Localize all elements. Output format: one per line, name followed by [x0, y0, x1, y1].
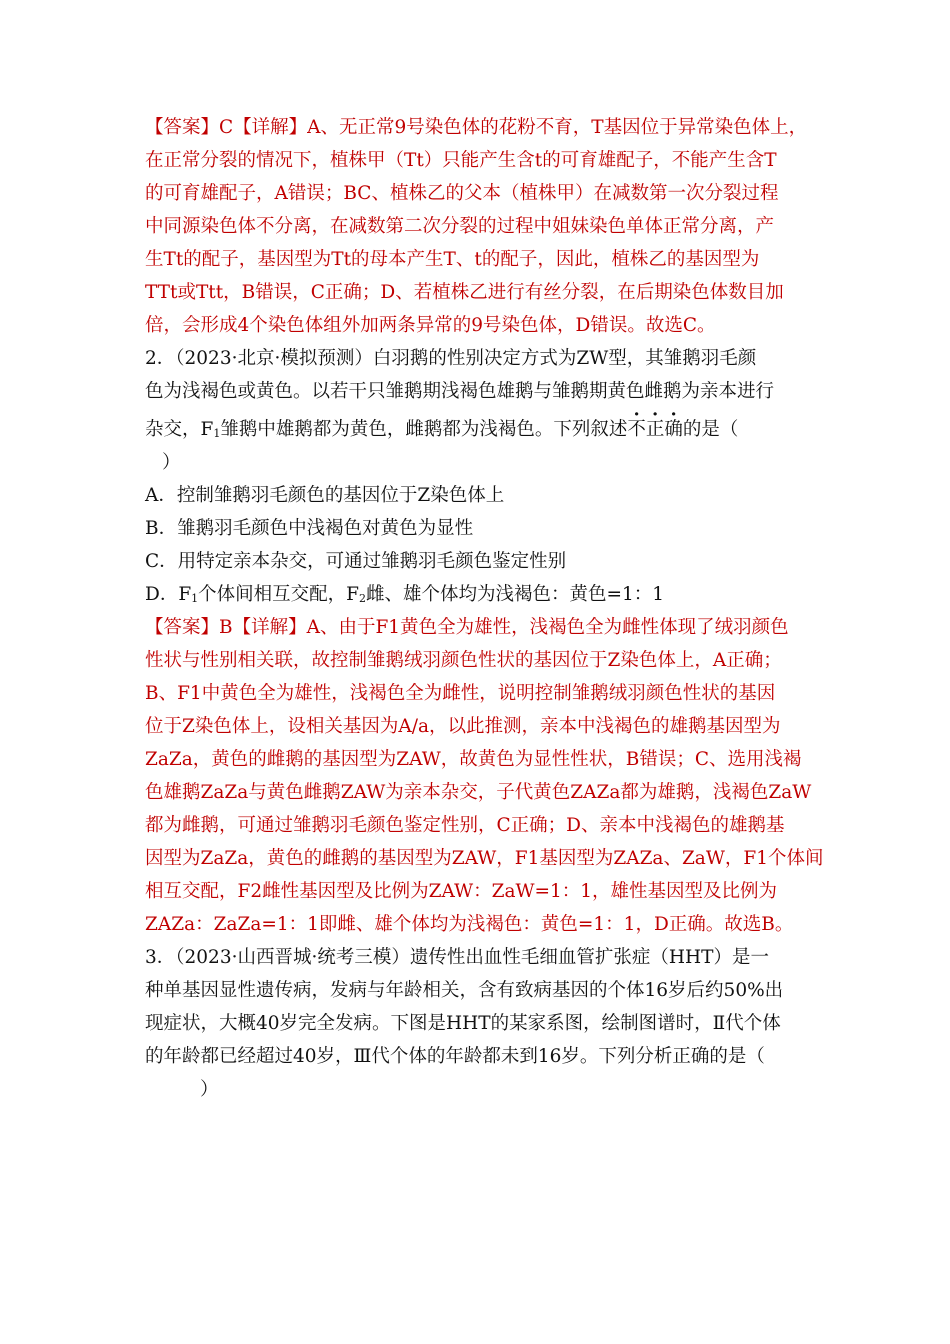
q2-option-a: A．控制雏鹅羽毛颜色的基因位于Z染色体上: [145, 485, 505, 506]
q2-answer-line: B、F1中黄色全为雄性，浅褐色全为雌性，说明控制雏鹅绒羽颜色性状的基因: [145, 683, 776, 704]
q1-answer-line: 生Tt的配子，基因型为Tt的母本产生T、t的配子，因此，植株乙的基因型为: [145, 249, 760, 270]
q3-stem-line: 现症状，大概40岁完全发病。下图是HHT的某家系图，绘制图谱时，Ⅱ代个体: [145, 1013, 781, 1034]
subscript: 2: [359, 592, 367, 605]
q1-answer-line: 中同源染色体不分离，在减数第二次分裂的过程中姐妹染色单体正常分离，产: [145, 216, 775, 237]
q2-stem-text: 雏鹅中雄鹅都为黄色，雌鹅都为浅褐色。下列叙述: [220, 419, 628, 440]
q1-answer-line: 倍，会形成4个染色体组外加两条异常的9号染色体，D错误。故选C。: [145, 315, 716, 336]
q2-answer-line: ZaZa，黄色的雌鹅的基因型为ZAW，故黄色为显性性状，B错误；C、选用浅褐: [145, 749, 802, 770]
q2-stem-close: ）: [162, 452, 181, 473]
q1-answer-line: TTt或Ttt，B错误，C正确；D、若植株乙进行有丝分裂，在后期染色体数目加: [145, 282, 784, 303]
q2-stem-text: 的是（: [682, 419, 739, 440]
q2-answer-line: 相互交配，F2雌性基因型及比例为ZAW：ZaW=1：1，雄性基因型及比例为: [145, 881, 778, 902]
q2-answer-line: 性状与性别相关联，故控制雏鹅绒羽颜色性状的基因位于Z染色体上，A正确；: [145, 650, 782, 671]
q1-answer-line: 【答案】C【详解】A、无正常9号染色体的花粉不育，T基因位于异常染色体上，: [145, 117, 808, 138]
q2-answer-line: 【答案】B【详解】A、由于F1黄色全为雄性，浅褐色全为雌性体现了绒羽颜色: [145, 617, 789, 638]
q3-stem-line: 种单基因显性遗传病，发病与年龄相关，含有致病基因的个体16岁后约50%出: [145, 980, 784, 1001]
q2-answer-line: 位于Z染色体上，设相关基因为A/a，以此推测，亲本中浅褐色的雄鹅基因型为: [145, 716, 781, 737]
q2-option-d-text: D．F: [145, 584, 192, 605]
q3-stem-line: 3．（2023·山西晋城·统考三模）遗传性出血性毛细血管扩张症（HHT）是一: [145, 947, 769, 968]
q2-option-d-text: 雌、雄个体均为浅褐色：黄色=1：1: [366, 584, 665, 605]
q2-stem-line: 色为浅褐色或黄色。以若干只雏鹅期浅褐色雄鹅与雏鹅期黄色雌鹅为亲本进行: [145, 381, 775, 402]
q1-answer-line: 在正常分裂的情况下，植株甲（Tt）只能产生含t的可育雄配子，不能产生含T: [145, 150, 777, 171]
q2-option-d: [145, 583, 664, 607]
emphasis-char: 正: [645, 419, 665, 440]
q3-stem-line: 的年龄都已经超过40岁，Ⅲ代个体的年龄都未到16岁。下列分析正确的是（: [145, 1046, 765, 1067]
q2-answer-line: 色雄鹅ZaZa与黄色雌鹅ZAW为亲本杂交，子代黄色ZAZa都为雄鹅，浅褐色ZaW: [145, 782, 812, 803]
q2-option-b: B．雏鹅羽毛颜色中浅褐色对黄色为显性: [145, 518, 474, 539]
q2-answer-line: 因型为ZaZa，黄色的雌鹅的基因型为ZAW，F1基因型为ZAZa、ZaW，F1个体间: [145, 848, 824, 869]
q2-stem-line: 2．（2023·北京·模拟预测）白羽鹅的性别决定方式为ZW型，其雏鹅羽毛颜: [145, 348, 757, 369]
q2-answer-line: ZAZa：ZaZa=1：1即雌、雄个体均为浅褐色：黄色=1：1，D正确。故选B。: [145, 914, 794, 935]
subscript: 1: [213, 427, 221, 440]
emphasis-char: 不: [627, 419, 646, 440]
q2-option-d-text: 个体间相互交配，F: [198, 584, 360, 605]
q3-stem-close: ）: [200, 1079, 219, 1100]
q2-answer-line: 都为雌鹅，可通过雏鹅羽毛颜色鉴定性别，C正确；D、亲本中浅褐色的雄鹅基: [145, 815, 785, 836]
q2-option-c: C．用特定亲本杂交，可通过雏鹅羽毛颜色鉴定性别: [145, 551, 567, 572]
q2-stem-text: 杂交，F: [145, 419, 214, 440]
q1-answer-line: 的可育雄配子，A错误；BC、植株乙的父本（植株甲）在减数第一次分裂过程: [145, 183, 779, 204]
emphasis-char: 确: [664, 419, 683, 440]
subscript: 1: [191, 592, 199, 605]
q2-stem-line: [145, 418, 738, 442]
